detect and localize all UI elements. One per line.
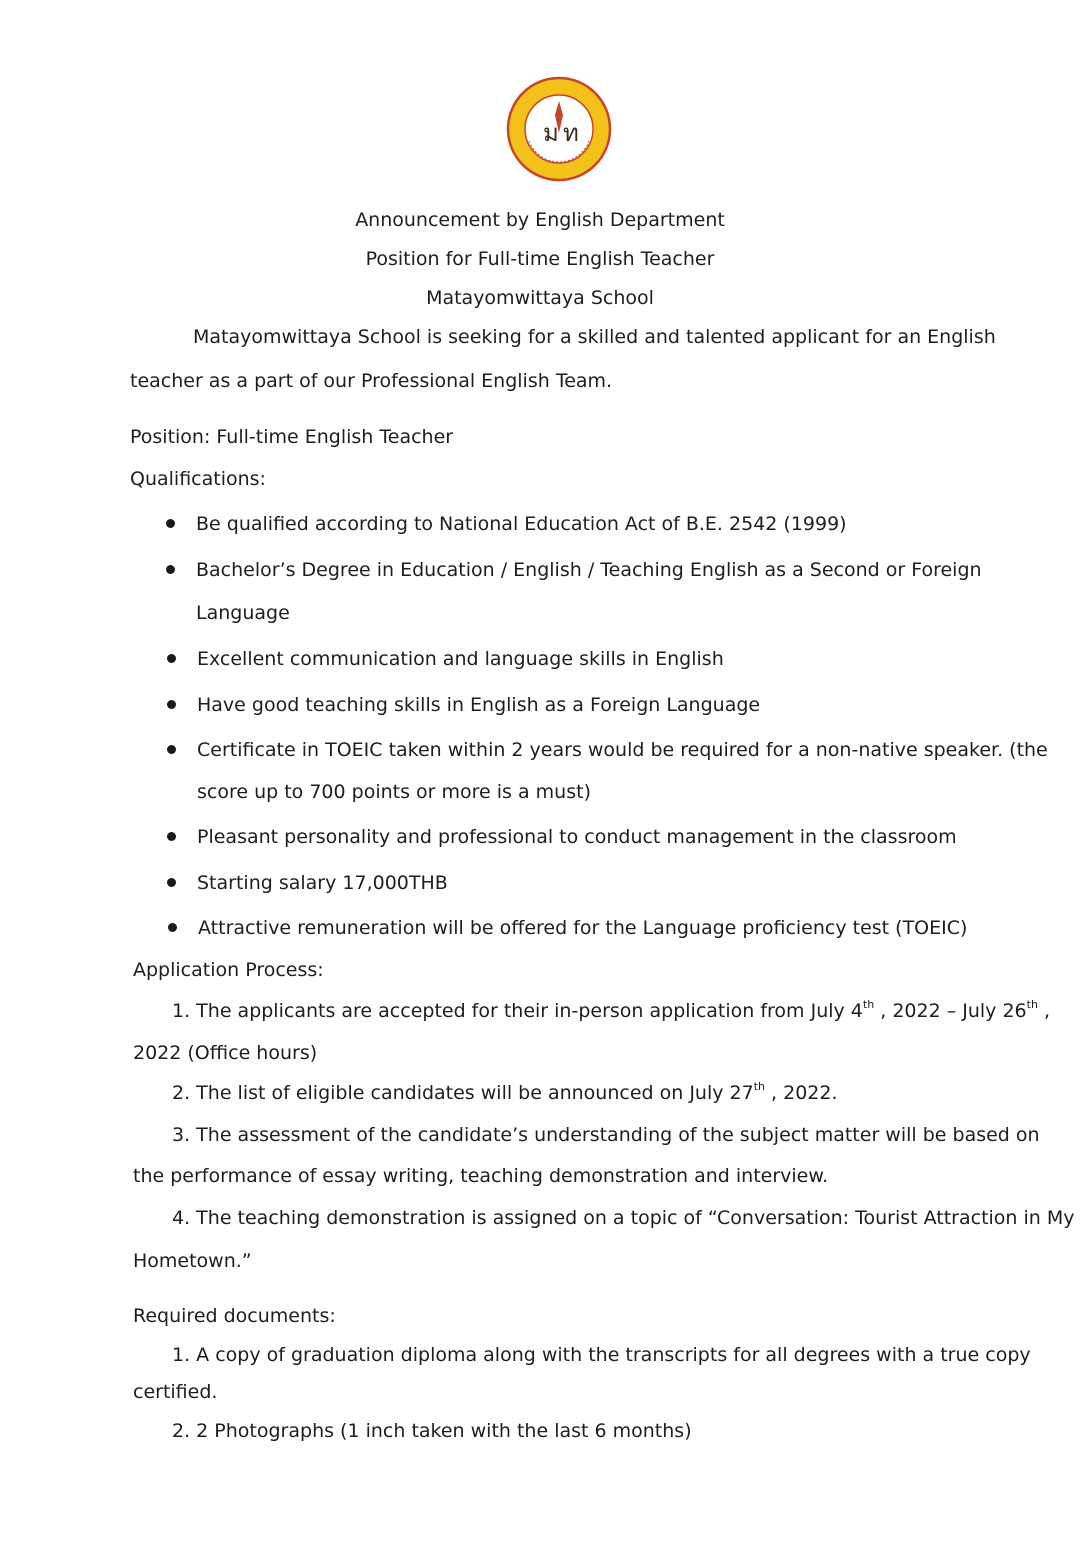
title-line-1: Announcement by English Department <box>355 209 725 231</box>
application-step-2 <box>172 1081 838 1105</box>
title-line-2: Position for Full-time English Teacher <box>365 248 715 270</box>
application-step-4: 4. The teaching demonstration is assigned on a topic of “Conversation: Tourist Attraction in My <box>172 1207 1075 1229</box>
document-item-2: 2. 2 Photographs (1 inch taken with the last 6 months) <box>172 1420 692 1442</box>
application-step-3: 3. The assessment of the candidate’s understanding of the subject matter will be based on <box>172 1124 1040 1146</box>
qualification-text: Have good teaching skills in English as a Foreign Language <box>197 694 761 716</box>
bullet-icon <box>168 923 177 932</box>
qualification-text: Attractive remuneration will be offered for the Language proficiency test (TOEIC) <box>198 917 968 939</box>
bullet-icon <box>167 832 176 841</box>
application-step-1-text-end: , <box>1037 1000 1051 1022</box>
qualification-text-continued: Language <box>196 602 290 624</box>
bullet-icon <box>167 700 176 709</box>
qualification-text: Bachelor’s Degree in Education / English / Teaching English as a Second or Foreign <box>196 559 982 581</box>
application-step-1 <box>172 999 1050 1023</box>
ordinal-suffix: th <box>1026 997 1038 1011</box>
application-heading: Application Process: <box>133 959 324 981</box>
school-seal-logo <box>505 75 613 183</box>
qualifications-heading: Qualifications: <box>130 468 266 490</box>
qualification-text-continued: score up to 700 points or more is a must) <box>197 781 591 803</box>
title-line-3: Matayomwittaya School <box>426 287 654 309</box>
qualification-text: Starting salary 17,000THB <box>197 872 448 894</box>
intro-line-2: teacher as a part of our Professional English Team. <box>130 370 613 392</box>
qualification-text: Be qualified according to National Education Act of B.E. 2542 (1999) <box>196 513 847 535</box>
bullet-icon <box>167 654 176 663</box>
documents-heading: Required documents: <box>133 1305 336 1327</box>
application-step-1-text-cont: , 2022 – July 26 <box>874 1000 1027 1022</box>
ordinal-suffix: th <box>753 1079 766 1093</box>
application-step-3-line-2: the performance of essay writing, teaching demonstration and interview. <box>133 1165 829 1187</box>
ordinal-suffix: th <box>862 997 875 1011</box>
position-heading: Position: Full-time English Teacher <box>130 426 454 448</box>
svg-text:ท: ท <box>563 119 579 147</box>
application-step-1-line-2: 2022 (Office hours) <box>133 1042 318 1064</box>
bullet-icon <box>166 565 175 574</box>
intro-line-1: Matayomwittaya School is seeking for a skilled and talented applicant for an English <box>193 326 996 348</box>
qualification-text: Excellent communication and language skills in English <box>197 648 724 670</box>
application-step-4-line-2: Hometown.” <box>133 1250 252 1272</box>
bullet-icon <box>166 519 175 528</box>
document-item-1-line-2: certified. <box>133 1381 218 1403</box>
qualification-text: Certificate in TOEIC taken within 2 years would be required for a non-native speaker. (the <box>197 739 1048 761</box>
svg-text:ม: ม <box>543 119 559 147</box>
bullet-icon <box>167 878 176 887</box>
qualification-text: Pleasant personality and professional to conduct management in the classroom <box>197 826 957 848</box>
bullet-icon <box>167 745 176 754</box>
application-step-2-text-end: , 2022. <box>765 1082 838 1104</box>
application-step-1-text: 1. The applicants are accepted for their in-person application from July 4 <box>172 1000 863 1022</box>
document-item-1: 1. A copy of graduation diploma along with the transcripts for all degrees with a true copy <box>172 1344 1031 1366</box>
application-step-2-text: 2. The list of eligible candidates will be announced on July 27 <box>172 1082 754 1104</box>
